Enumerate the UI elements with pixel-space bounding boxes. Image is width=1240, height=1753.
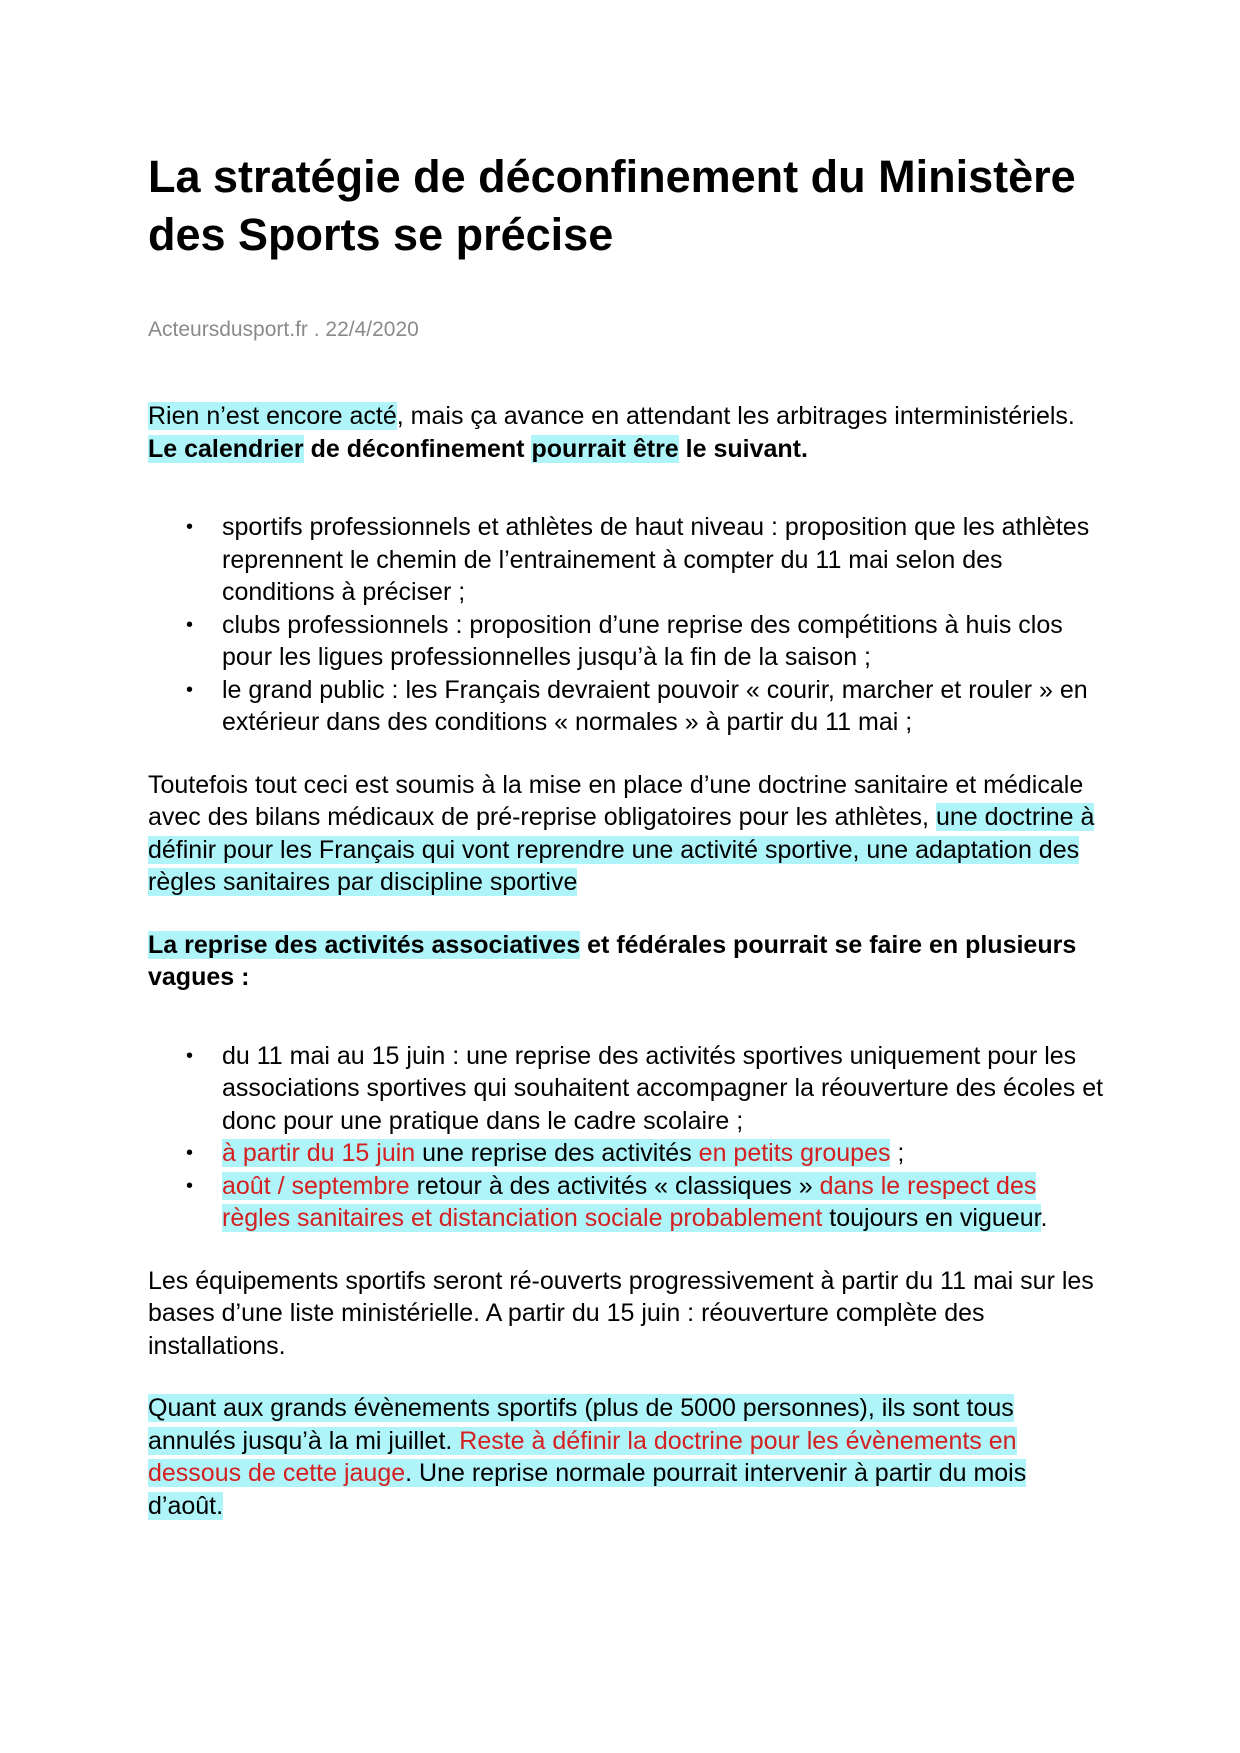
list-item	[148, 609, 1108, 674]
text-span: .	[1040, 1204, 1048, 1232]
highlight-line	[222, 1139, 890, 1167]
bullet-icon: •	[186, 1142, 194, 1164]
list-item	[148, 674, 1108, 739]
calendar-list	[148, 511, 1108, 739]
text-span: toujours en vigueur	[822, 1204, 1041, 1232]
list-item-text: du 11 mai au 15 juin : une reprise des activités sportives uniquement pour les associations sportives qui souhaitent accompagner la réouverture des écoles et donc pour une pratique dans le cadre scolaire ;	[222, 1041, 1104, 1135]
highlight-span: une doctrine à définir pour les Français qui vont reprendre une activité sportive, une adaptation des règles sanitaires par discipline sportive	[148, 803, 1095, 896]
list-item	[148, 1170, 1108, 1235]
bullet-icon: •	[186, 1044, 194, 1067]
events-paragraph	[148, 1392, 1108, 1522]
text-span: . Une reprise normale pourrait intervenir à partir du mois d’août.	[148, 1459, 1027, 1520]
bullet-icon: •	[186, 1174, 194, 1197]
text-span: et fédérales pourrait se faire en plusieurs vagues :	[148, 930, 1077, 991]
highlight-span: La reprise des activités associatives	[148, 930, 581, 959]
doctrine-paragraph	[148, 769, 1108, 899]
bullet-icon: •	[186, 613, 194, 636]
highlight-line	[222, 1172, 1041, 1233]
waves-heading	[148, 929, 1108, 994]
bold-span: le suivant.	[678, 434, 808, 463]
list-item	[148, 511, 1108, 609]
article-source: Acteursdusport.fr . 22/4/2020	[148, 318, 419, 341]
equipment-paragraph: Les équipements sportifs seront ré-ouverts progressivement à partir du 11 mai sur les bases d’une liste ministérielle. A partir du 15 juin : réouverture complète des installations.	[148, 1266, 1094, 1360]
list-item	[148, 1040, 1108, 1138]
bold-highlight-span: pourrait être	[531, 434, 679, 463]
text-span: retour à des activités « classiques »	[409, 1171, 820, 1200]
red-text-span: Reste à définir la doctrine pour les évènements en dessous de cette jauge	[148, 1426, 1017, 1487]
list-item-text: sportifs professionnels et athlètes de haut niveau : proposition que les athlètes reprennent le chemin de l’entrainement à compter du 11 mai selon des conditions à préciser ;	[222, 513, 1090, 606]
document-page	[148, 148, 1108, 1522]
list-item-text: clubs professionnels : proposition d’une reprise des compétitions à huis clos pour les ligues professionnelles jusqu’à la fin de la saison ;	[222, 610, 1063, 671]
highlight-span: Rien n’est encore acté	[148, 402, 397, 430]
bullet-icon: •	[186, 516, 194, 538]
intro-paragraph	[148, 400, 1108, 465]
list-item	[148, 1137, 1108, 1170]
text-span: , mais ça avance en attendant les arbitrages interministériels.	[396, 402, 1075, 430]
text-span: une reprise des activités	[415, 1139, 699, 1167]
highlight-line	[148, 1394, 1026, 1520]
text-span: ;	[890, 1139, 905, 1167]
article-title: La stratégie de déconfinement du Ministère des Sports se précise	[148, 151, 1076, 260]
red-text-span: dans le respect des règles sanitaires et distanciation sociale probablement	[222, 1171, 1037, 1232]
red-text-span: en petits groupes	[698, 1139, 891, 1167]
list-item-text: le grand public : les Français devraient pouvoir « courir, marcher et rouler » en extérieur dans des conditions « normales » à partir du 11 mai ;	[222, 675, 1088, 736]
text-span: Toutefois tout ceci est soumis à la mise en place d’une doctrine sanitaire et médicale avec des bilans médicaux de pré-reprise obligatoires pour les athlètes,	[148, 770, 1084, 831]
waves-list	[148, 1040, 1108, 1235]
red-text-span: août / septembre	[222, 1171, 410, 1200]
bullet-icon: •	[186, 678, 194, 701]
red-text-span: à partir du 15 juin	[222, 1139, 416, 1167]
bold-highlight-span: Le calendrier	[148, 434, 304, 463]
bold-span: de déconfinement	[303, 434, 532, 463]
text-span: Quant aux grands évènements sportifs (plus de 5000 personnes), ils sont tous annulés jusqu’à la mi juillet.	[148, 1394, 1014, 1455]
